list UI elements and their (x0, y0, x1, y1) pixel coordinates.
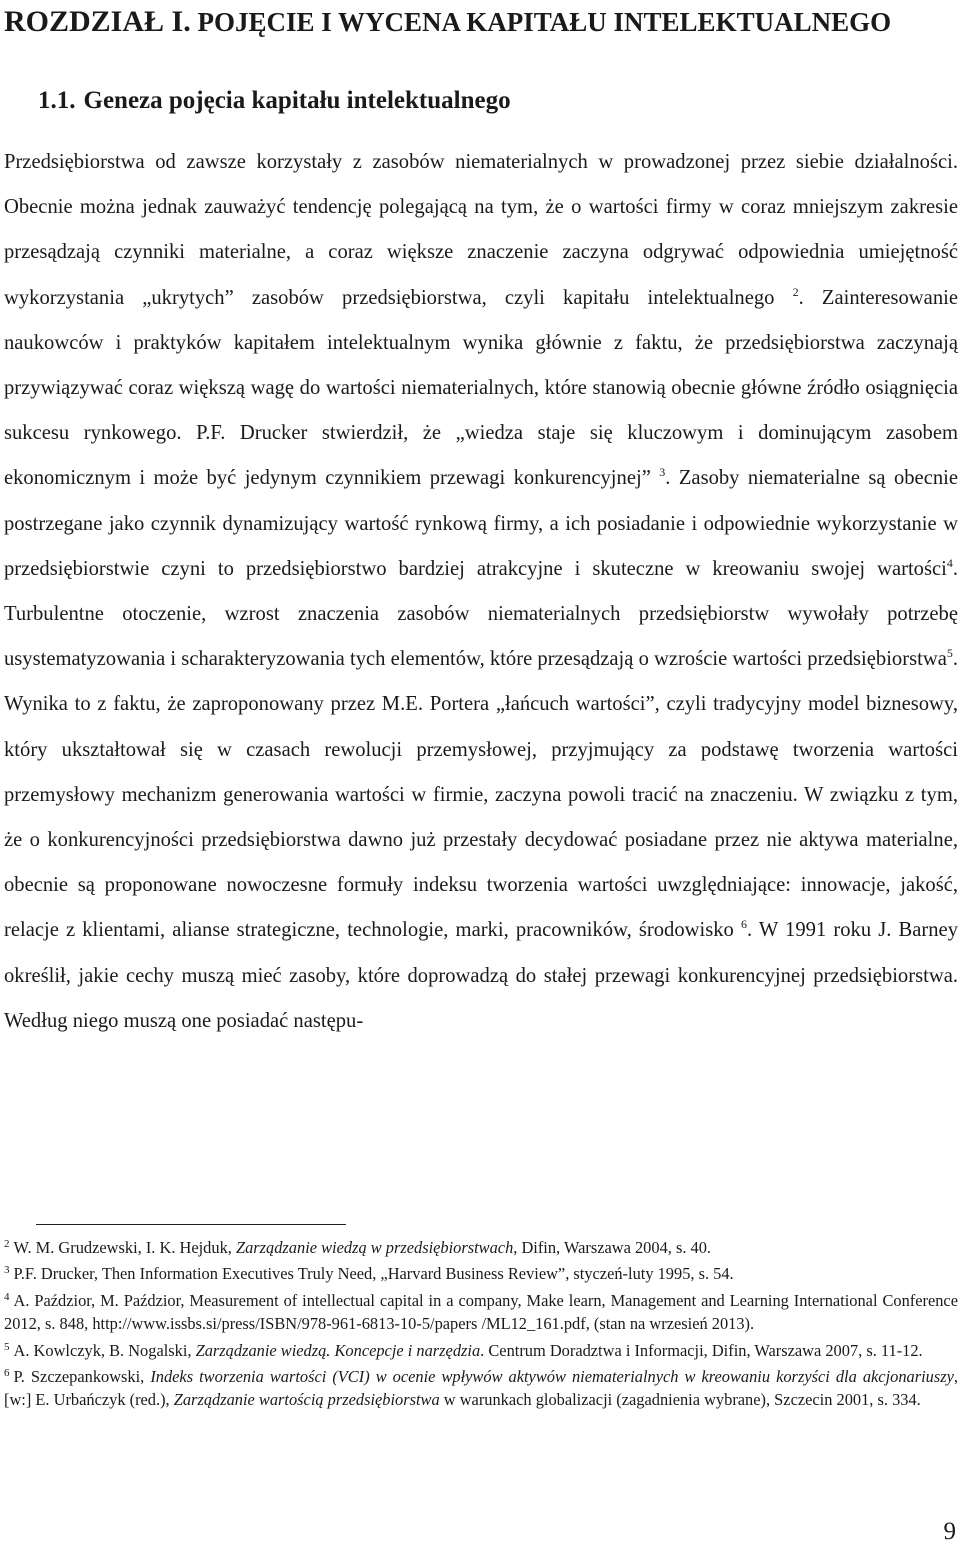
footnote-text: . Centrum Doradztwa i Informacji, Difin, Warszawa 2007, s. 11-12. (480, 1340, 923, 1360)
footnote-ref: 3 (659, 465, 666, 480)
footnote-text: P. Szczepankowski, (13, 1367, 151, 1387)
chapter-prefix: ROZDZIAŁ I. (4, 5, 191, 38)
section-number: 1.1. (38, 87, 76, 114)
section-heading (38, 84, 511, 118)
footnote-title: Indeks tworzenia wartości (VCI) w ocenie wpływów aktywów niematerialnych w kreowaniu korzyści dla akcjonariuszy (150, 1367, 954, 1387)
chapter-title-text: POJĘCIE I WYCENA KAPITAŁU INTELEKTUALNEGO (197, 7, 892, 37)
footnote-text: w warunkach globalizacji (zagadnienia wybrane), Szczecin 2001, s. 334. (439, 1390, 921, 1410)
footnote (4, 1339, 958, 1362)
footnote-number: 4 (4, 1290, 10, 1303)
footnote-separator (36, 1224, 346, 1225)
footnote (4, 1289, 958, 1336)
footnote-title: Zarządzanie wartością przedsiębiorstwa (173, 1390, 440, 1410)
body-text-part: . Wynika to z faktu, że zaproponowany przez M.E. Portera „łańcuch wartości”, czyli tradycyjny model biznesowy, który ukształtował się w czasach rewolucji przemysłowej, przyjmujący za podstawę tworzenia wartości przemysłowy mechanizm generowania wartości w firmie, zaczyna powoli tracić na znaczeniu. W związku z tym, że o konkurencyjności przedsiębiorstwa dawno już przestały decydować posiadane przez nie aktywa materialne, obecnie są proponowane nowoczesne formuły indeksu tworzenia wartości uwzględniające: innowacje, jakość, relacje z klientami, alianse strategiczne, technologie, marki, pracowników, środowisko (4, 648, 958, 942)
body-text-part: . Zainteresowanie naukowców i praktyków kapitałem intelektualnym wynika głównie z faktu, że przedsiębiorstwa zaczynają przywiązywać coraz większą wagę do wartości niematerialnych, które stanowią obecnie główne źródło osiągnięcia sukcesu rynkowego. P.F. Drucker stwierdził, że „wiedza staje się kluczowym i dominującym zasobem ekonomicznym i może być jedynym czynnikiem przewagi konkurencyjnej” (4, 286, 958, 490)
section-title: Geneza pojęcia kapitału intelektualnego (83, 87, 511, 114)
body-text-part: Przedsiębiorstwa od zawsze korzystały z zasobów niematerialnych w prowadzonej przez siebie działalności. Obecnie można jednak zauważyć tendencję polegającą na tym, że o wartości firmy w coraz mniejszym zakresie przesądzają czynniki materialne, a coraz większe znaczenie zaczyna odgrywać odpowiednia umiejętność wykorzystania „ukrytych” zasobów przedsiębiorstwa, czyli kapitału intelektualnego (4, 151, 958, 309)
footnote-text: P.F. Drucker, Then Information Executives Truly Need, „Harvard Business Review”, styczeń-luty 1995, s. 54. (13, 1264, 734, 1284)
footnote-title: Zarządzanie wiedzą w przedsiębiorstwach (235, 1238, 514, 1257)
footnote-ref: 4 (946, 555, 953, 570)
footnote-ref: 5 (946, 646, 953, 661)
footnote-text: W. M. Grudzewski, I. K. Hejduk, (13, 1238, 236, 1257)
page-number: 9 (943, 1518, 956, 1545)
footnote-text: A. Paździor, M. Paździor, Measurement of intellectual capital in a company, Make learn, Management and Learning International Conference 2012, s. 848, http://www.issbs.si/press/ISBN/978-961-6813-10-5/papers /ML12_161.pdf, (stan na wrzesień 2013). (4, 1290, 958, 1334)
footnotes (4, 1236, 958, 1415)
footnote-text: , Difin, Warszawa 2004, s. 40. (513, 1238, 712, 1257)
body-text-part: . W 1991 roku J. Barney określił, jakie cechy muszą mieć zasoby, które doprowadzą do stałej przewagi konkurencyjnej przedsiębiorstwa. Według niego muszą one posiadać następu- (4, 919, 958, 1032)
footnote-ref: 6 (740, 917, 747, 932)
footnote (4, 1262, 958, 1285)
footnote-number: 2 (4, 1238, 10, 1250)
footnote-ref: 2 (792, 284, 799, 299)
body-paragraph (4, 140, 958, 1044)
chapter-title (4, 4, 956, 40)
footnote-text: A. Kowlczyk, B. Nogalski, (13, 1340, 196, 1360)
body-text-part: . Turbulentne otoczenie, wzrost znaczenia zasobów niematerialnych przedsiębiorstw wywołały potrzebę usystematyzowania i scharakteryzowania tych elementów, które przesądzają o wzroście wartości przedsiębiorstwa (4, 557, 958, 671)
footnote (4, 1236, 958, 1259)
footnote (4, 1365, 958, 1412)
footnote-number: 6 (4, 1367, 10, 1380)
body-text-part: . Zasoby niematerialne są obecnie postrzegane jako czynnik dynamizujący wartość rynkową firmy, a ich posiadanie i odpowiednie wykorzystanie w przedsiębiorstwie czyni to przedsiębiorstwo bardziej atrakcyjne i skuteczne w kreowaniu swojej wartości (4, 467, 958, 580)
footnote-title: Zarządzanie wiedzą. Koncepcje i narzędzia (195, 1340, 481, 1360)
footnote-number: 5 (4, 1340, 10, 1353)
footnote-number: 3 (4, 1264, 10, 1277)
footnote-text: , [w:] E. Urbańczyk (red.), (4, 1367, 958, 1410)
